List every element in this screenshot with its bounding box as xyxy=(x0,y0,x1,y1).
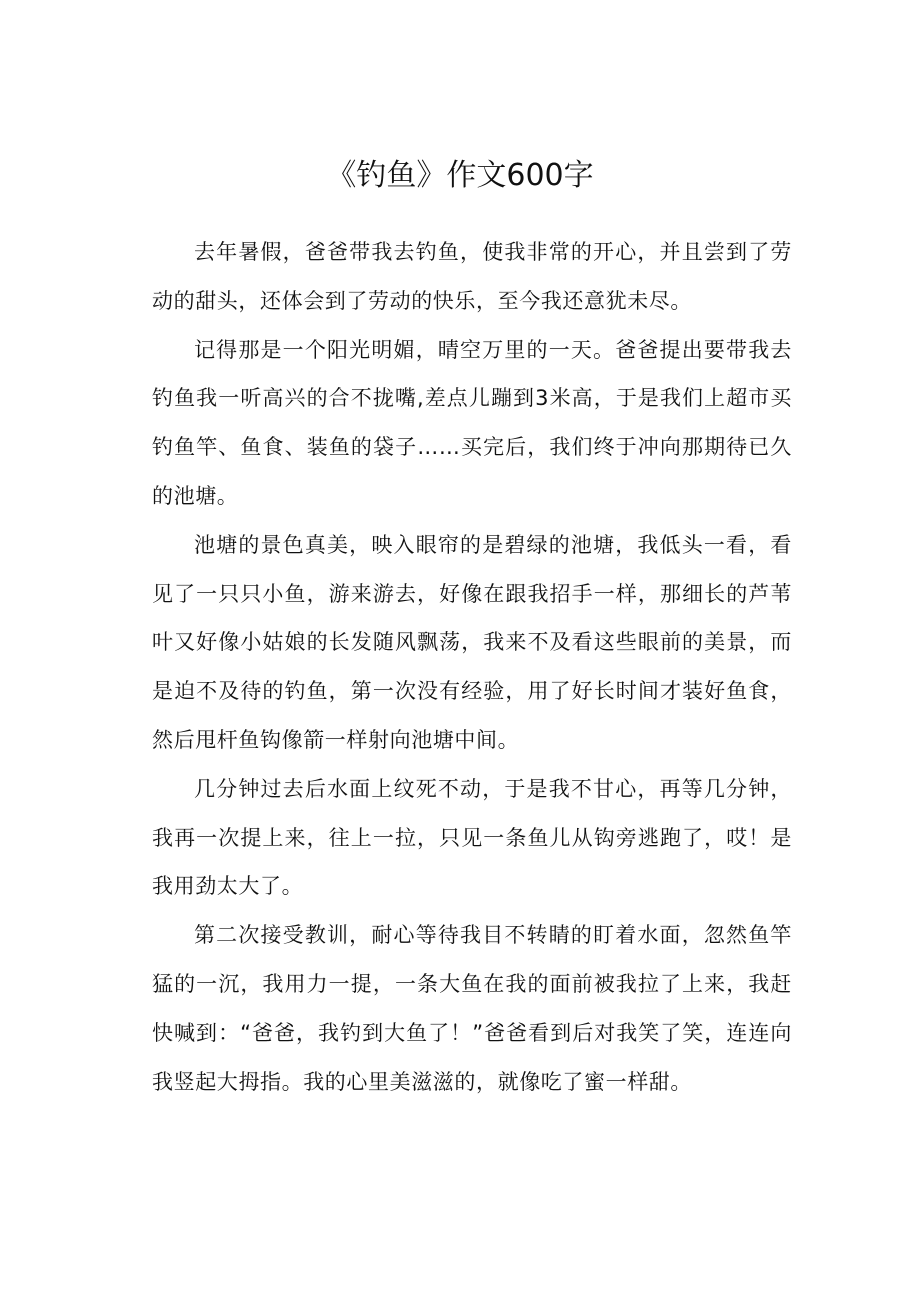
essay-body xyxy=(152,228,792,1106)
page-title: 《钓鱼》作文600字 xyxy=(326,158,594,194)
paragraph-1: 去年暑假，爸爸带我去钓鱼，使我非常的开心，并且尝到了劳动的甜头，还体会到了劳动的快乐，至今我还意犹未尽。 xyxy=(152,240,792,313)
paragraph-3: 池塘的景色真美，映入眼帘的是碧绿的池塘，我低头一看，看见了一只只小鱼，游来游去，好像在跟我招手一样，那细长的芦苇叶又好像小姑娘的长发随风飘荡，我来不及看这些眼前的美景，而是迫不及待的钓鱼，第一次没有经验，用了好长时间才装好鱼食，然后甩杆鱼钩像箭一样射向池塘中间。 xyxy=(152,532,792,752)
paragraph-4: 几分钟过去后水面上纹死不动，于是我不甘心，再等几分钟，我再一次提上来，往上一拉，只见一条鱼儿从钩旁逃跑了，哎！是我用劲太大了。 xyxy=(152,776,792,899)
paragraph-5: 第二次接受教训，耐心等待我目不转睛的盯着水面，忽然鱼竿猛的一沉，我用力一提，一条大鱼在我的面前被我拉了上来，我赶快喊到：“爸爸，我钓到大鱼了！”爸爸看到后对我笑了笑，连连向我竖起大拇指。我的心里美滋滋的，就像吃了蜜一样甜。 xyxy=(152,923,792,1094)
paragraph-2: 记得那是一个阳光明媚，晴空万里的一天。爸爸提出要带我去钓鱼我一听高兴的合不拢嘴,差点儿蹦到3米高，于是我们上超市买钓鱼竿、鱼食、装鱼的袋子……买完后，我们终于冲向那期待已久的池塘。 xyxy=(152,337,792,508)
